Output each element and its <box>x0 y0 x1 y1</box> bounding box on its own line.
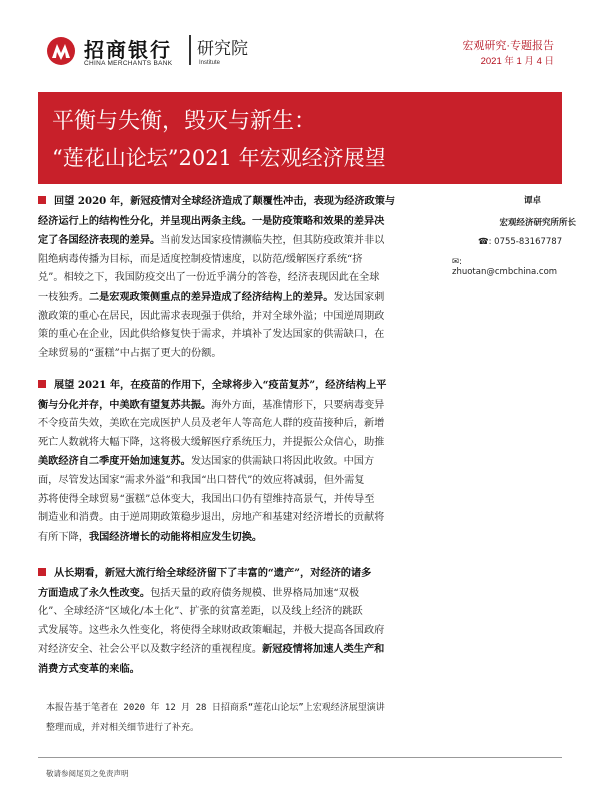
footnote-line-1: 本报告基于笔者在 2020 年 12 月 28 日招商系“莲花山论坛”上宏观经济展望演讲 <box>46 703 385 713</box>
text-segment: 兑”。相较之下，我国防疫交出了一份近乎满分的答卷，经济表现因此在全球 <box>38 272 380 284</box>
text-segment: 阻绝病毒传播为目标，而是适度控制疫情速度，以防范/缓解医疗系统“挤 <box>38 253 363 265</box>
institute-english-name: Institute <box>199 60 221 66</box>
bold-text-segment: 定了各国经济表现的差异。 <box>38 234 161 247</box>
paragraph-line <box>38 660 434 680</box>
title-banner <box>38 92 562 184</box>
bold-text-segment: 新冠疫情将加速人类生产和 <box>262 643 385 656</box>
bold-text-segment: 方面造成了永久性改变。 <box>38 586 151 599</box>
paragraph-line <box>38 251 434 270</box>
paragraph-line <box>38 415 434 434</box>
bold-text-segment: 美欧经济自二季度开始加速复苏。 <box>38 455 191 468</box>
paragraph-line <box>38 509 434 528</box>
text-segment: 化”、全球经济“区域化/本土化”、扩张的贫富差距，以及线上经济的跳跃 <box>38 606 363 618</box>
paragraph-line <box>38 640 434 660</box>
bold-text-segment: 展望 2021 年，在疫苗的作用下，全球将步入“疫苗复苏”，经济结构上平 <box>54 379 387 391</box>
logo-english-name: CHINA MERCHANTS BANK <box>84 60 173 67</box>
paragraph-line <box>38 472 434 491</box>
paragraph-line <box>38 584 434 604</box>
bold-text-segment: 从长期看，新冠大流行给全球经济留下了丰富的“遗产”，对经济的诸多 <box>54 567 372 579</box>
paragraph-line <box>38 452 434 472</box>
logo-divider <box>189 35 191 65</box>
paragraph-line <box>38 564 434 584</box>
bold-text-segment: 我国经济增长的动能将相应发生切换。 <box>88 530 263 543</box>
title-line-2: “莲花山论坛”2021 年宏观经济展望 <box>52 146 386 170</box>
summary-paragraph-1 <box>38 192 434 363</box>
text-segment: 全球贸易的“蛋糕”中占据了更大的份额。 <box>38 347 222 359</box>
footnote-line-2: 整理而成，并对相关细节进行了补充。 <box>46 723 200 733</box>
text-segment: 苏将使得全球贸易“蛋糕”总体变大，我国出口仍有望维持高景气，并传导至 <box>38 493 375 505</box>
report-date: 2021 年 1 月 4 日 <box>480 56 554 67</box>
email-icon: ✉: <box>452 257 462 267</box>
author-email-row <box>452 257 562 277</box>
cmb-logo-icon <box>46 36 76 66</box>
paragraph-line <box>38 528 434 548</box>
paragraph-line <box>38 376 434 396</box>
bold-text-segment: 一是防疫策略和效果的差异决 <box>251 214 385 227</box>
bullet-square-icon <box>38 196 46 204</box>
author-phone: 0755-83167787 <box>494 237 563 247</box>
text-segment: 包括天量的政府债务规模、世界格局加速“双极 <box>150 587 360 599</box>
paragraph-line <box>38 212 434 232</box>
paragraph-line <box>38 269 434 288</box>
paragraph-line <box>38 326 434 345</box>
text-segment: 不令疫苗失效，美欧在完成医护人员及老年人等高危人群的疫苗接种后，新增 <box>38 418 385 430</box>
bold-text-segment: 衡与分化并存，中美欧有望复苏共振。 <box>38 398 212 411</box>
text-segment: 制造业和消费。由于逆周期政策稳步退出，房地产和基建对经济增长的贡献将 <box>38 512 385 524</box>
bold-text-segment: 消费方式变革的来临。 <box>38 662 140 675</box>
report-header <box>0 0 600 95</box>
paragraph-line <box>38 192 434 212</box>
report-type: 宏观研究·专题报告 <box>462 40 554 52</box>
phone-icon: ☎: <box>478 237 492 247</box>
bold-text-segment: 二是宏观政策侧重点的差异造成了经济结构上的差异。 <box>88 290 334 303</box>
text-segment: 式发展等。这些永久性变化，将使得全球财政政策崛起，并极大提高各国政府 <box>38 624 385 636</box>
paragraph-line <box>38 288 434 308</box>
paragraph-line <box>38 434 434 453</box>
paragraph-line <box>38 491 434 510</box>
text-segment: 面，尽管发达国家“需求外溢”和我国“出口替代”的效应将减弱，但外需复 <box>38 474 365 486</box>
paragraph-line <box>38 345 434 364</box>
text-segment: 有所下降， <box>38 531 89 543</box>
summary-paragraph-2 <box>38 376 434 547</box>
bullet-square-icon <box>38 568 46 576</box>
institute-name: 研究院 <box>197 39 248 59</box>
title-line-1: 平衡与失衡，毁灭与新生： <box>52 109 317 134</box>
bold-text-segment: 经济运行上的结构性分化，并呈现出两条主线。 <box>38 214 252 227</box>
text-segment: 对经济安全、社会公平以及数字经济的重视程度。 <box>38 644 263 656</box>
text-segment: 策的重心在企业，因此供给修复快于需求，并填补了发达国家的供需缺口，在 <box>38 329 385 341</box>
paragraph-line <box>38 603 434 622</box>
author-email[interactable]: zhuotan@cmbchina.com <box>452 267 558 277</box>
summary-paragraph-3 <box>38 564 434 680</box>
text-segment: 发达国家的供需缺口将因此收敛。中国方 <box>190 456 375 468</box>
bold-text-segment: 回望 2020 年，新冠疫情对全球经济造成了颠覆性冲击，表现为经济政策与 <box>54 195 396 207</box>
logo-chinese-name: 招商银行 <box>84 38 172 62</box>
text-segment: 当前发达国家疫情濒临失控，但其防疫政策并非以 <box>160 235 385 247</box>
footer-disclaimer: 敬请参阅尾页之免责声明 <box>46 769 129 778</box>
paragraph-line <box>38 396 434 416</box>
footer-divider <box>38 757 562 758</box>
text-segment: 死亡人数就将大幅下降，这将极大缓解医疗系统压力，并提振公众信心，助推 <box>38 436 385 448</box>
paragraph-line <box>38 231 434 251</box>
footnote <box>46 698 546 738</box>
author-institution: 宏观经济研究所所长 <box>499 218 576 228</box>
text-segment: 海外方面，基准情形下，只要病毒变异 <box>211 399 385 411</box>
author-name: 谭卓 <box>524 196 542 206</box>
paragraph-line <box>38 308 434 327</box>
paragraph-line <box>38 622 434 641</box>
bullet-square-icon <box>38 380 46 388</box>
text-segment: 激政策的重心在居民，因此需求表现强于供给，并对全球外溢；中国逆周期政 <box>38 310 385 322</box>
text-segment: 发达国家刺 <box>333 291 385 303</box>
author-phone-row <box>478 237 588 247</box>
text-segment: 一枝独秀。 <box>38 291 89 303</box>
